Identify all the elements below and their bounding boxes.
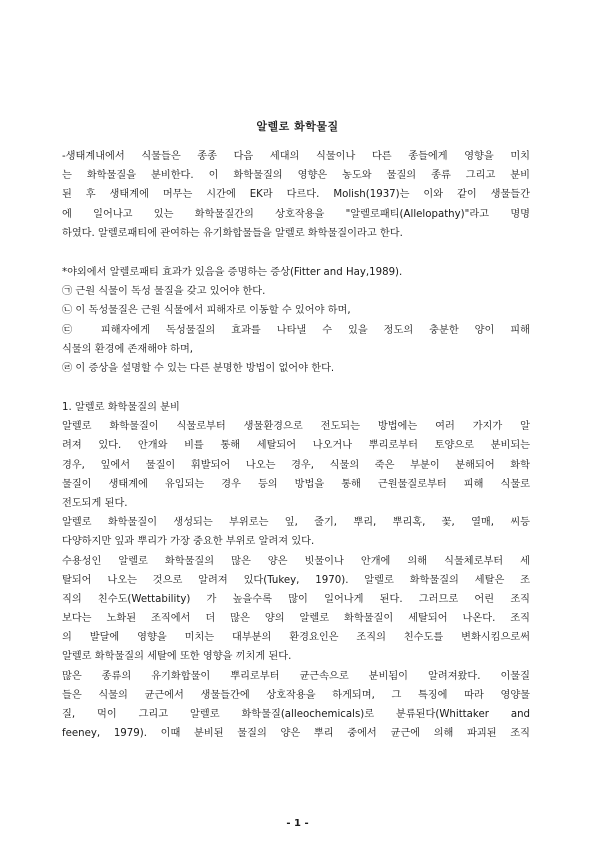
text-line: 경우, 잎에서 물질이 휘발되어 나오는 경우, 식물의 죽은 부분이 분해되어 화학 — [62, 459, 530, 471]
text-line: feeney, 1979). 이때 분비된 물질의 양은 뿌리 중에서 균근에 의해 파괴된 조직 — [62, 728, 530, 740]
text-line: 된 후 생태계에 머무는 시간에 EK라 다르다. Molish(1937)는 이와 같이 생물들간 — [62, 189, 530, 201]
text-line: 1. 알렐로 화학물질의 분비 — [62, 402, 180, 413]
section-1-body — [62, 398, 530, 743]
text-line: 보다는 노화된 조직에서 더 많은 양의 알렐로 화학물질이 세탈되어 나온다. 조직 — [62, 613, 530, 625]
text-line: 직의 친수도(Wettability) 가 높을수록 많이 일어나게 된다. 그러므로 어린 조직 — [62, 593, 530, 605]
text-line: 식물의 환경에 존재해야 하며, — [62, 343, 194, 355]
text-line: 탈되어 나오는 것으로 알려져 있다(Tukey, 1970). 알렐로 화학물질의 세탈은 조 — [62, 574, 530, 586]
text-line: 알렐로 화학물질의 세탈에 또한 영향을 끼치게 된다. — [62, 651, 292, 663]
text-line: 알렐로 화학물질이 생성되는 부위로는 잎, 줄기, 뿌리, 뿌리혹, 꽃, 열매, 씨등 — [62, 517, 530, 529]
document-title: 알렐로 화학물질 — [256, 120, 339, 133]
text-line: 많은 종류의 유기화합물이 뿌리로부터 균근속으로 분비됨이 알려져왔다. 이물질 — [62, 670, 530, 682]
text-line: -생태계내에서 식물들은 종종 다음 세대의 식물이나 다른 종들에게 영향을 미치 — [62, 151, 530, 162]
text-line: 다양하지만 잎과 뿌리가 가장 중요한 부위로 알려져 있다. — [62, 536, 315, 548]
text-line: 려져 있다. 안개와 비를 통해 세탈되어 나오거나 뿌리로부터 토양으로 분비되는 — [62, 440, 530, 452]
text-line: 는 화학물질을 분비한다. 이 화학물질의 영향은 농도와 물질의 종류 그리고 분비 — [62, 170, 530, 182]
text-line: ㉣ 이 증상을 설명할 수 있는 다른 분명한 방법이 없어야 한다. — [62, 362, 335, 374]
text-line: 전도되게 된다. — [62, 497, 128, 509]
intro-paragraph — [62, 147, 530, 243]
text-line: 의 발달에 영향을 미치는 대부분의 환경요인은 조직의 친수도를 변화시킴으로써 — [62, 632, 530, 644]
text-line: 수용성인 알렐로 화학물질의 많은 양은 빗물이나 안개에 의해 식물체로부터 세 — [62, 555, 530, 567]
text-line: ㉡ 이 독성물질은 근원 식물에서 피해자로 이동할 수 있어야 하며, — [62, 305, 351, 317]
text-line: 알렐로 화학물질이 식물로부터 생물환경으로 전도되는 방법에는 여러 가지가 알 — [62, 421, 530, 433]
text-line: *야외에서 알렐로패티 효과가 있음을 증명하는 증상(Fitter and Hay,1989). — [62, 267, 403, 278]
text-line: ㉢ 피해자에게 독성물질의 효과를 나타낼 수 있을 정도의 충분한 양이 피해 — [62, 324, 530, 336]
text-line: ㉠ 근원 식물이 독성 물질을 갖고 있어야 한다. — [62, 286, 266, 298]
evidence-list — [62, 263, 530, 378]
text-line: 하였다. 알렐로패티에 관여하는 유기화합물들을 알렐로 화학물질이라고 한다. — [62, 227, 403, 239]
page-number: - 1 - — [286, 818, 309, 829]
text-line: 물질이 생태계에 유입되는 경우 등의 방법을 통해 근원물질로부터 피해 식물로 — [62, 478, 530, 490]
text-line: 들은 식물의 균근에서 생물들간에 상호작용을 하게되며, 그 특징에 따라 영양물 — [62, 689, 530, 701]
text-line: 질, 먹이 그리고 알렐로 화학물질(alleochemicals)로 분류된다(Whittaker and — [62, 709, 530, 720]
text-line: 에 일어나고 있는 화학물질간의 상호작용을 "알렐로패티(Allelopathy)"라고 명명 — [62, 208, 530, 220]
